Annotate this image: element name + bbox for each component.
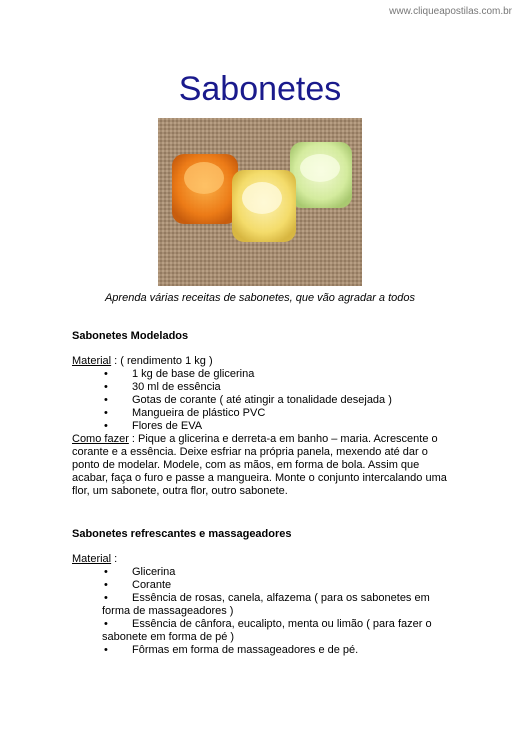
bullet: • <box>104 566 108 578</box>
list-item: • 30 ml de essência <box>104 381 221 393</box>
page-title: Sabonetes <box>178 70 342 108</box>
material-line <box>72 355 452 368</box>
list-item: • 1 kg de base de glicerina <box>104 368 255 380</box>
material-list <box>72 368 452 433</box>
section-heading-refrescantes: Sabonetes refrescantes e massageadores <box>72 528 292 540</box>
bullet: • <box>104 368 108 380</box>
photo-caption: Aprenda várias receitas de sabonetes, que vão agradar a todos <box>104 292 416 304</box>
yellow-soap <box>232 170 296 242</box>
bullet: • <box>104 394 108 406</box>
section-heading-modelados: Sabonetes Modelados <box>72 330 189 342</box>
material-note: : ( rendimento 1 kg ) <box>111 355 213 367</box>
howto-text: : Pique a glicerina e derreta-a em banho – maria. Acrescente o corante e a essência. Deixe esfriar na própria panela, mexendo até dar o ponto de modelar. Modele, com as mãos, em forma de bola. Assim que acabar, faça o furo e passe a mangueira. Monte o conjunto intercalando uma flor, um sabonete, outra flor, outro sabonete. <box>72 433 447 497</box>
material-list <box>72 566 452 657</box>
content <box>72 330 452 657</box>
instructions <box>72 433 452 498</box>
list-item: • Gotas de corante ( até atingir a tonalidade desejada ) <box>104 394 392 406</box>
list-item: • Corante <box>104 579 172 591</box>
orange-soap <box>172 154 238 224</box>
list-item: • Fôrmas em forma de massageadores e de pé. <box>104 644 359 656</box>
howto-label: Como fazer <box>72 433 129 445</box>
site-url[interactable]: www.cliqueapostilas.com.br <box>389 6 512 17</box>
material-label: Material <box>72 355 112 367</box>
list-item: • Flores de EVA <box>104 420 203 432</box>
bullet: • <box>104 644 108 656</box>
bullet: • <box>104 407 108 419</box>
bullet: • <box>104 618 108 630</box>
bullet: • <box>104 579 108 591</box>
soaps-photo <box>158 118 362 286</box>
list-item: • Mangueira de plástico PVC <box>104 407 266 419</box>
green-soap <box>290 142 352 208</box>
list-item: • Glicerina <box>104 566 176 578</box>
bullet: • <box>104 420 108 432</box>
material-label: Material <box>72 553 112 565</box>
list-item: • Essência de rosas, canela, alfazema ( para os sabonetes em forma de massageadores ) <box>102 592 430 617</box>
material-note: : <box>111 553 118 565</box>
material-line <box>72 553 452 566</box>
bullet: • <box>104 381 108 393</box>
list-item: • Essência de cânfora, eucalipto, menta ou limão ( para fazer o sabonete em forma de pé ) <box>102 618 432 643</box>
bullet: • <box>104 592 108 604</box>
